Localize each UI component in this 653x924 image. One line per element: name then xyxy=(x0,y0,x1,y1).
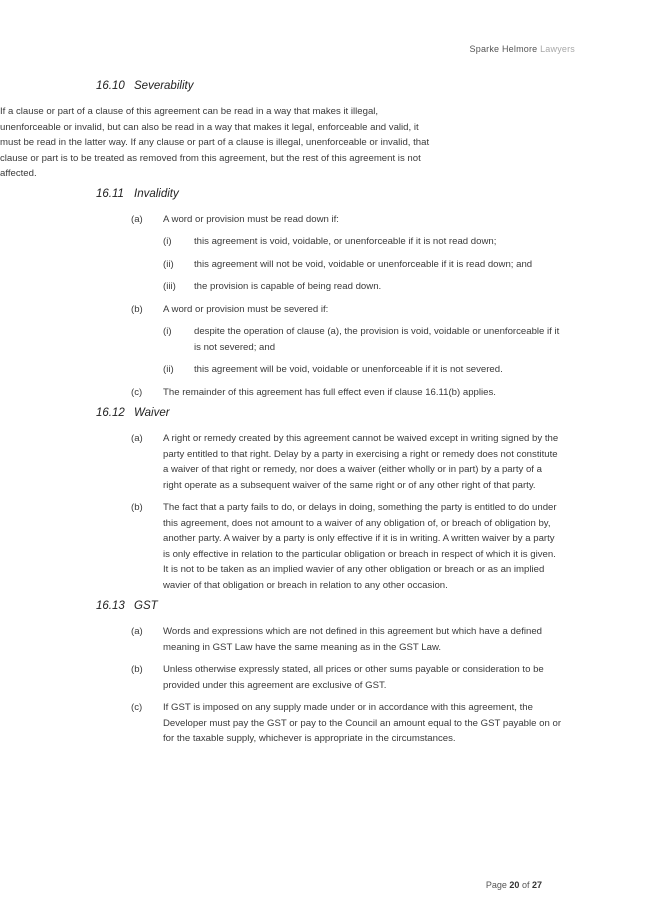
clause-text: A right or remedy created by this agreement cannot be waived except in writing signed by the party entitled to that right. Delay by a party in exercising a right or remedy does not constitute a waiver of that right or remedy, nor does a waiver (either wholly or in part) by a party of a right operate as a subsequent waiver of the same right or of any other right of that party. xyxy=(163,433,559,491)
section-title: Waiver xyxy=(134,407,170,419)
section-invalidity xyxy=(0,188,653,401)
clause-item xyxy=(0,431,653,493)
section-heading xyxy=(0,188,653,204)
page-footer xyxy=(486,880,542,890)
clause-text: Unless otherwise expressly stated, all prices or other sums payable or consideration to be provided under this agreement are exclusive of GST. xyxy=(163,664,544,691)
clause-item xyxy=(0,662,653,693)
clause-item xyxy=(0,500,653,593)
clause-label: (a) xyxy=(131,626,143,637)
clause-label: (a) xyxy=(131,213,143,225)
clause-item xyxy=(0,212,653,228)
section-severability xyxy=(0,80,653,182)
section-waiver xyxy=(0,407,653,593)
clause-item xyxy=(0,624,653,655)
subclause-label: (i) xyxy=(163,236,172,247)
clause-label: (c) xyxy=(131,702,143,713)
section-title: Invalidity xyxy=(134,187,179,200)
section-gst xyxy=(0,600,653,747)
subclause-text: the provision is capable of being read down. xyxy=(194,281,382,292)
clause-label: (c) xyxy=(131,386,143,398)
page-header xyxy=(470,44,575,54)
subclause-item xyxy=(0,234,653,250)
clause-text: Words and expressions which are not defined in this agreement but which have a defined meaning in GST Law have the same meaning as in the GST Law. xyxy=(163,626,543,653)
section-heading xyxy=(0,407,653,423)
section-number: 16.12 xyxy=(96,407,125,419)
clause-label: (b) xyxy=(131,303,143,315)
clause-item xyxy=(0,302,653,318)
clause-text: The fact that a party fails to do, or delays in doing, something the party is entitled to do under this agreement, does not amount to a waiver of any obligation of, or breach of obligation by, another party. A waiver by a party is only effective if it is in writing. A written waiver by a party is only effective in relation to the particular obligation or breach in respect of which it is given. It is not to be taken as an implied wavier of any other obligation or breach or as an implied wavier of that obligation or breach in relation to any other occasion. xyxy=(163,502,557,591)
section-heading xyxy=(0,600,653,616)
clause-item xyxy=(0,385,653,401)
subclause-text: despite the operation of clause (a), the provision is void, voidable or unenforceable if it is not severed; and xyxy=(194,326,560,353)
total-pages: 27 xyxy=(531,880,542,890)
subclause-label: (ii) xyxy=(163,258,174,270)
of-word: of xyxy=(521,880,530,890)
clause-text: The remainder of this agreement has full effect even if clause 16.11(b) applies. xyxy=(163,386,496,398)
subclause-item xyxy=(0,279,653,295)
section-heading xyxy=(0,80,653,96)
current-page: 20 xyxy=(509,880,520,890)
subclause-label: (i) xyxy=(163,326,172,337)
clause-text: If GST is imposed on any supply made under or in accordance with this agreement, the Developer must pay the GST or pay to the Council an amount equal to the GST payable on or for the taxable supply, whichever is appropriate in the circumstances. xyxy=(163,702,562,744)
subclause-text: this agreement is void, voidable, or unenforceable if it is not read down; xyxy=(194,236,497,247)
section-title: Severability xyxy=(134,80,194,92)
subclause-text: this agreement will be void, voidable or unenforceable if it is not severed. xyxy=(194,364,503,375)
subclause-item xyxy=(0,257,653,273)
subclause-item xyxy=(0,324,653,355)
clause-label: (b) xyxy=(131,502,143,513)
clause-text: A word or provision must be severed if: xyxy=(163,303,329,315)
subclause-label: (iii) xyxy=(163,281,176,292)
firm-name: Sparke Helmore xyxy=(469,44,538,54)
subclause-item xyxy=(0,362,653,378)
section-title: GST xyxy=(134,600,158,612)
section-body: If a clause or part of a clause of this agreement can be read in a way that makes it illegal, unenforceable or invalid, but can also be read in a way that makes it legal, enforceable and valid, it must be read in the latter way. If any clause or part of a clause is illegal, unenforceable or invalid, that clause or part is to be treated as removed from this agreement, but the rest of this agreement is not affected. xyxy=(0,106,430,179)
subclause-label: (ii) xyxy=(163,364,174,375)
firm-suffix: Lawyers xyxy=(540,44,575,54)
clause-label: (b) xyxy=(131,664,143,675)
section-number: 16.10 xyxy=(96,80,125,92)
section-number: 16.13 xyxy=(96,600,125,612)
page-word: Page xyxy=(485,880,507,890)
subclause-text: this agreement will not be void, voidable or unenforceable if it is read down; and xyxy=(194,258,533,270)
clause-label: (a) xyxy=(131,433,143,444)
clause-item xyxy=(0,700,653,747)
document-body xyxy=(0,80,653,754)
section-number: 16.11 xyxy=(96,187,124,200)
clause-text: A word or provision must be read down if: xyxy=(163,213,339,225)
